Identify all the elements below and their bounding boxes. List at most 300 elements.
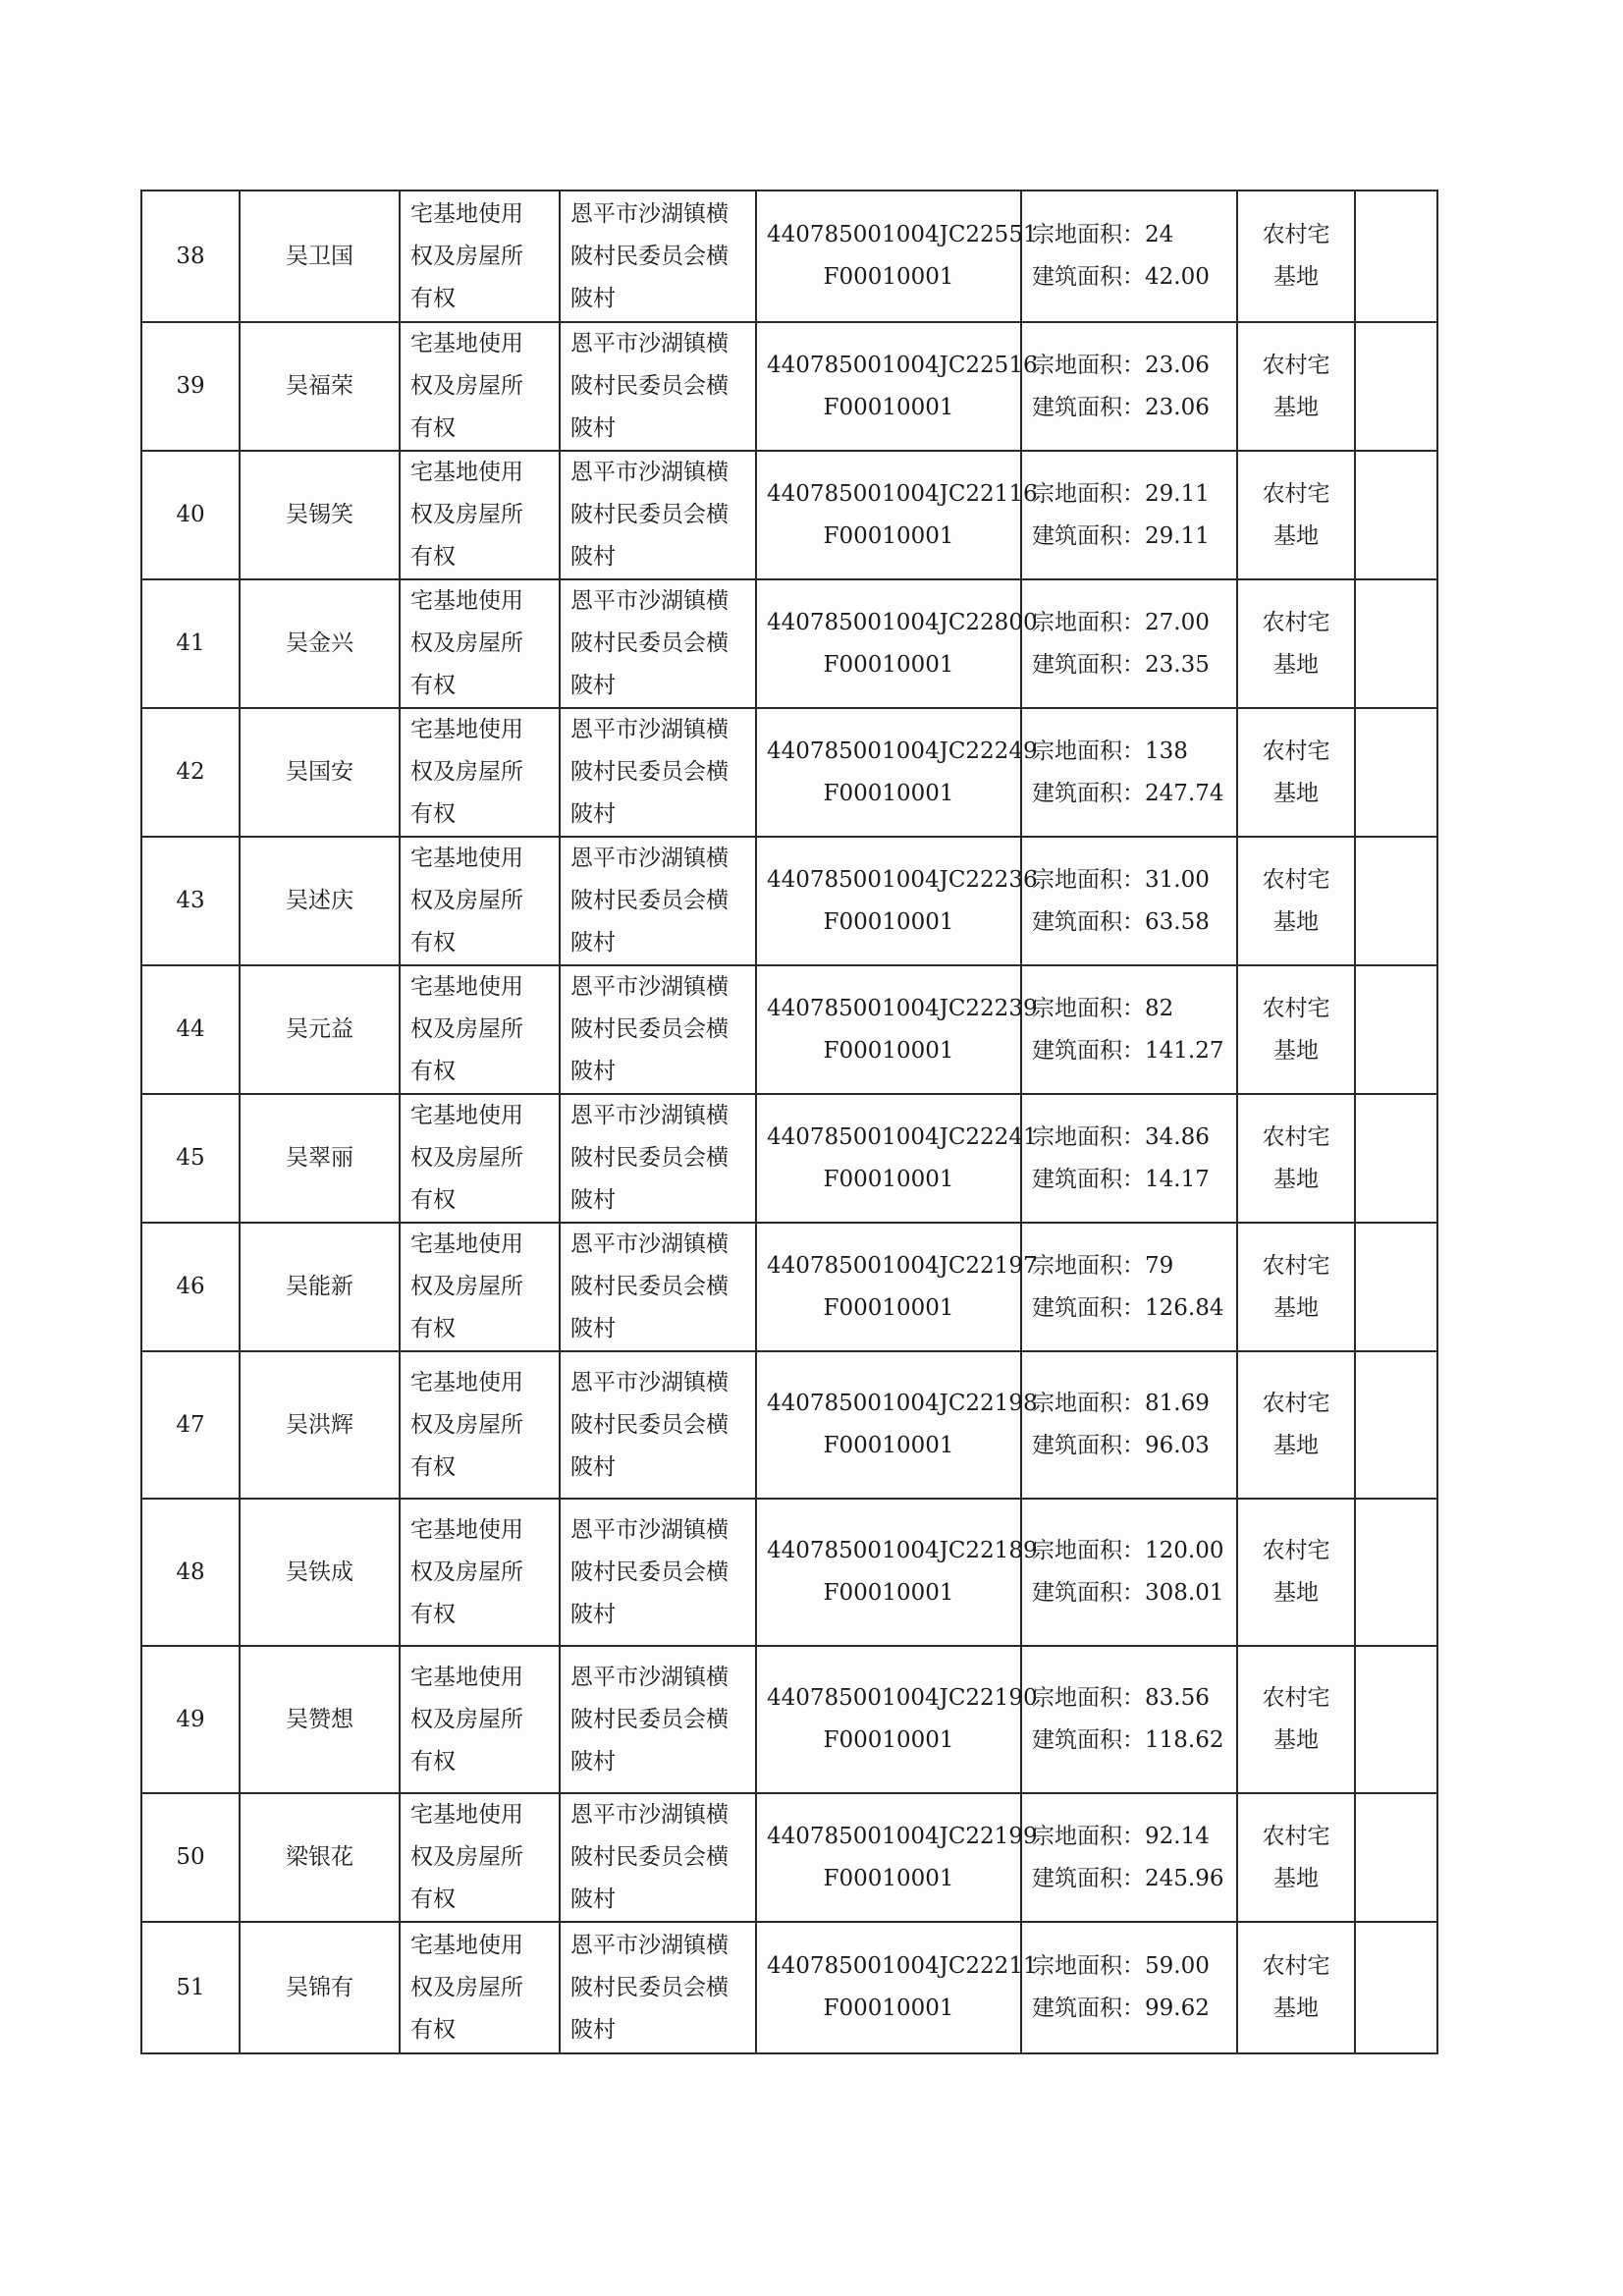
location-line: 陂村民委员会横 [570,1844,729,1870]
location-line: 陂村民委员会横 [570,1706,729,1732]
cell-right-type [400,965,560,1094]
table-row [141,191,1437,322]
area-line: 建筑面积：29.11 [1032,522,1210,549]
right-type-line: 宅基地使用 [410,974,523,1000]
land-use-line: 基地 [1273,264,1319,290]
right-type-line: 有权 [410,1316,456,1341]
land-use-line: 基地 [1273,1037,1319,1064]
table-row [141,1094,1437,1223]
unit-code-line: F00010001 [823,908,954,935]
cell-number [141,322,240,451]
cell-location [560,579,756,708]
cell-number [141,1646,240,1793]
cell-location [560,837,756,965]
cell-land-use [1237,1646,1355,1793]
right-type-line: 有权 [410,285,456,311]
table-row [141,579,1437,708]
unit-code-line: F00010001 [823,264,954,290]
cell-area [1021,1351,1237,1499]
cell-area [1021,708,1237,837]
cell-unit-code [756,837,1038,965]
unit-code-line: F00010001 [823,1166,954,1192]
serial-number: 44 [176,1016,205,1042]
cell-location [560,1922,756,2053]
location-line: 恩平市沙湖镇横 [570,1231,729,1257]
location-line: 恩平市沙湖镇横 [570,200,729,227]
right-type-line: 权及房屋所 [410,373,523,399]
cell-remark [1355,837,1437,965]
right-type-line: 权及房屋所 [410,1558,523,1585]
location-line: 恩平市沙湖镇横 [570,974,729,1000]
area-line: 宗地面积：81.69 [1032,1391,1210,1416]
location-line: 恩平市沙湖镇横 [570,588,729,614]
cell-land-use [1237,322,1355,451]
cell-unit-code [756,579,1038,708]
owner-name: 吴国安 [286,759,353,785]
owner-name: 吴元益 [286,1016,353,1042]
area-line: 宗地面积：82 [1032,995,1174,1021]
owner-name: 吴翠丽 [286,1145,353,1171]
location-line: 恩平市沙湖镇横 [570,1369,729,1395]
land-use-line: 农村宅 [1262,222,1330,247]
cell-number [141,708,240,837]
right-type-line: 有权 [410,1748,456,1775]
unit-code-line: 440785001004JC22516 [767,352,1038,378]
right-type-line: 有权 [410,930,456,956]
area-line: 建筑面积：247.74 [1032,780,1224,806]
right-type-line: 宅基地使用 [410,331,523,356]
location-line: 恩平市沙湖镇横 [570,1516,729,1543]
cell-area [1021,837,1237,965]
cell-location [560,1793,756,1922]
right-type-line: 宅基地使用 [410,1231,523,1257]
right-type-line: 权及房屋所 [410,1274,523,1299]
location-line: 陂村民委员会横 [570,243,729,269]
unit-code-line: F00010001 [823,1294,954,1321]
cell-number [141,191,240,322]
unit-code-line: 440785001004JC22249 [767,738,1038,764]
registry-body [141,191,1437,2053]
cell-name [240,837,400,965]
land-use-line: 农村宅 [1262,352,1330,378]
unit-code-line: F00010001 [823,522,954,549]
owner-name: 梁银花 [286,1844,353,1870]
right-type-line: 有权 [410,1886,456,1912]
right-type-line: 宅基地使用 [410,717,523,742]
location-line: 恩平市沙湖镇横 [570,331,729,356]
location-line: 陂村民委员会横 [570,1016,729,1042]
cell-area [1021,322,1237,451]
cell-remark [1355,322,1437,451]
cell-land-use [1237,965,1355,1094]
right-type-line: 权及房屋所 [410,1974,523,2000]
land-use-line: 农村宅 [1262,1123,1330,1150]
land-use-line: 基地 [1273,908,1319,935]
location-line: 陂村民委员会横 [570,1411,729,1438]
table-row [141,965,1437,1094]
location-line: 陂村 [570,544,616,570]
right-type-line: 有权 [410,801,456,827]
right-type-line: 宅基地使用 [410,846,523,871]
cell-unit-code [756,1793,1038,1922]
location-line: 陂村民委员会横 [570,1974,729,2000]
owner-name: 吴锡笑 [286,502,353,527]
right-type-line: 有权 [410,1059,456,1084]
right-type-line: 宅基地使用 [410,460,523,485]
cell-area [1021,965,1237,1094]
cell-remark [1355,579,1437,708]
cell-location [560,1499,756,1646]
cell-right-type [400,1223,560,1351]
area-line: 宗地面积：120.00 [1032,1538,1224,1563]
right-type-line: 宅基地使用 [410,1516,523,1543]
cell-land-use [1237,837,1355,965]
cell-name [240,1499,400,1646]
unit-code-line: F00010001 [823,1037,954,1064]
serial-number: 41 [176,630,205,656]
land-use-line: 基地 [1273,1166,1319,1192]
right-type-line: 有权 [410,1453,456,1480]
land-use-line: 农村宅 [1262,1823,1330,1849]
cell-right-type [400,451,560,579]
unit-code-line: 440785001004JC22239 [767,995,1038,1021]
cell-number [141,1922,240,2053]
cell-land-use [1237,1351,1355,1499]
land-use-line: 农村宅 [1262,609,1330,635]
cell-area [1021,1922,1237,2053]
cell-remark [1355,1499,1437,1646]
area-line: 建筑面积：14.17 [1032,1166,1210,1192]
cell-right-type [400,579,560,708]
right-type-line: 宅基地使用 [410,588,523,614]
unit-code-line: 440785001004JC22800 [767,609,1038,635]
cell-remark [1355,1094,1437,1223]
cell-location [560,1094,756,1223]
unit-code-line: F00010001 [823,1580,954,1606]
serial-number: 46 [176,1274,205,1299]
cell-remark [1355,191,1437,322]
cell-name [240,708,400,837]
serial-number: 38 [176,243,205,269]
location-line: 恩平市沙湖镇横 [570,1103,729,1128]
unit-code-line: 440785001004JC22551 [767,222,1038,247]
unit-code-line: 440785001004JC22211 [767,1953,1038,1979]
cell-name [240,322,400,451]
cell-area [1021,579,1237,708]
cell-remark [1355,1351,1437,1499]
cell-name [240,1094,400,1223]
right-type-line: 有权 [410,2016,456,2043]
cell-unit-code [756,708,1038,837]
owner-name: 吴卫国 [286,243,353,269]
cell-area [1021,1499,1237,1646]
cell-name [240,1351,400,1499]
cell-unit-code [756,451,1038,579]
right-type-line: 有权 [410,544,456,570]
land-use-line: 基地 [1273,522,1319,549]
unit-code-line: F00010001 [823,651,954,678]
unit-code-line: F00010001 [823,1727,954,1753]
cell-name [240,451,400,579]
cell-unit-code [756,322,1038,451]
cell-land-use [1237,1793,1355,1922]
location-line: 陂村 [570,2016,616,2043]
cell-remark [1355,708,1437,837]
cell-location [560,1351,756,1499]
cell-number [141,1094,240,1223]
cell-name [240,579,400,708]
location-line: 陂村民委员会横 [570,502,729,527]
cell-location [560,708,756,837]
cell-land-use [1237,708,1355,837]
cell-right-type [400,1351,560,1499]
land-use-line: 基地 [1273,651,1319,678]
cell-number [141,965,240,1094]
location-line: 陂村民委员会横 [570,759,729,785]
table-row [141,451,1437,579]
registry-table [140,190,1438,2054]
land-use-line: 农村宅 [1262,480,1330,507]
right-type-line: 宅基地使用 [410,1369,523,1395]
cell-right-type [400,191,560,322]
cell-right-type [400,1646,560,1793]
unit-code-line: 440785001004JC22199 [767,1823,1038,1849]
location-line: 恩平市沙湖镇横 [570,1664,729,1690]
location-line: 陂村 [570,673,616,698]
area-line: 建筑面积：141.27 [1032,1037,1224,1064]
cell-name [240,191,400,322]
right-type-line: 权及房屋所 [410,888,523,913]
right-type-line: 权及房屋所 [410,630,523,656]
serial-number: 49 [176,1706,205,1732]
owner-name: 吴锦有 [286,1974,353,2000]
cell-number [141,1351,240,1499]
cell-location [560,1646,756,1793]
table-row [141,1793,1437,1922]
location-line: 陂村 [570,415,616,441]
location-line: 恩平市沙湖镇横 [570,846,729,871]
cell-remark [1355,1646,1437,1793]
cell-land-use [1237,191,1355,322]
area-line: 宗地面积：34.86 [1032,1123,1210,1150]
right-type-line: 权及房屋所 [410,1844,523,1870]
right-type-line: 权及房屋所 [410,1145,523,1171]
area-line: 建筑面积：63.58 [1032,908,1210,935]
cell-right-type [400,1499,560,1646]
cell-land-use [1237,1922,1355,2053]
unit-code-line: 440785001004JC22190 [767,1685,1038,1711]
location-line: 陂村 [570,1601,616,1627]
cell-land-use [1237,579,1355,708]
table-row [141,1223,1437,1351]
area-line: 建筑面积：118.62 [1032,1727,1224,1753]
area-line: 宗地面积：31.00 [1032,866,1210,893]
land-use-line: 基地 [1273,1865,1319,1891]
owner-name: 吴福荣 [286,373,353,399]
location-line: 陂村 [570,1453,616,1480]
unit-code-line: F00010001 [823,394,954,420]
cell-name [240,1922,400,2053]
area-line: 宗地面积：83.56 [1032,1685,1210,1711]
right-type-line: 权及房屋所 [410,759,523,785]
unit-code-line: F00010001 [823,780,954,806]
cell-number [141,1223,240,1351]
land-use-line: 基地 [1273,1727,1319,1753]
right-type-line: 权及房屋所 [410,243,523,269]
table-row [141,1922,1437,2053]
location-line: 陂村 [570,1059,616,1084]
area-line: 建筑面积：245.96 [1032,1865,1224,1891]
land-use-line: 农村宅 [1262,1685,1330,1711]
cell-location [560,322,756,451]
cell-name [240,965,400,1094]
area-line: 建筑面积：42.00 [1032,264,1210,290]
location-line: 恩平市沙湖镇横 [570,1932,729,1958]
location-line: 陂村 [570,801,616,827]
table-row [141,322,1437,451]
owner-name: 吴金兴 [286,630,353,656]
right-type-line: 有权 [410,1187,456,1213]
location-line: 陂村 [570,1316,616,1341]
right-type-line: 宅基地使用 [410,1802,523,1828]
unit-code-line: 440785001004JC22236 [767,866,1038,893]
cell-right-type [400,1793,560,1922]
cell-area [1021,1646,1237,1793]
land-use-line: 基地 [1273,780,1319,806]
cell-area [1021,1223,1237,1351]
owner-name: 吴铁成 [286,1558,353,1585]
unit-code-line: F00010001 [823,1433,954,1458]
cell-remark [1355,1223,1437,1351]
land-use-line: 农村宅 [1262,866,1330,893]
serial-number: 51 [176,1974,205,2000]
cell-remark [1355,965,1437,1094]
land-use-line: 基地 [1273,1433,1319,1458]
cell-location [560,451,756,579]
location-line: 恩平市沙湖镇横 [570,717,729,742]
cell-location [560,191,756,322]
table-row [141,1646,1437,1793]
right-type-line: 有权 [410,1601,456,1627]
cell-remark [1355,1793,1437,1922]
cell-remark [1355,1922,1437,2053]
land-use-line: 基地 [1273,1294,1319,1321]
owner-name: 吴洪辉 [286,1411,353,1438]
unit-code-line: 440785001004JC22197 [767,1252,1038,1279]
right-type-line: 宅基地使用 [410,1664,523,1690]
serial-number: 40 [176,502,205,527]
unit-code-line: 440785001004JC22116 [767,480,1038,507]
land-use-line: 基地 [1273,1995,1319,2021]
cell-unit-code [756,1922,1038,2053]
area-line: 宗地面积：27.00 [1032,609,1210,635]
unit-code-line: 440785001004JC22189 [767,1538,1038,1563]
right-type-line: 宅基地使用 [410,1103,523,1128]
cell-location [560,965,756,1094]
cell-remark [1355,451,1437,579]
table-row [141,708,1437,837]
area-line: 宗地面积：79 [1032,1252,1174,1279]
cell-right-type [400,1922,560,2053]
cell-location [560,1223,756,1351]
cell-number [141,451,240,579]
cell-number [141,1499,240,1646]
cell-land-use [1237,1499,1355,1646]
land-use-line: 农村宅 [1262,1953,1330,1979]
location-line: 陂村民委员会横 [570,1145,729,1171]
land-use-line: 农村宅 [1262,995,1330,1021]
right-type-line: 权及房屋所 [410,502,523,527]
area-line: 建筑面积：308.01 [1032,1580,1224,1606]
location-line: 陂村 [570,1748,616,1775]
cell-number [141,1793,240,1922]
cell-name [240,1223,400,1351]
area-line: 宗地面积：29.11 [1032,480,1210,507]
cell-name [240,1793,400,1922]
location-line: 恩平市沙湖镇横 [570,460,729,485]
land-use-line: 农村宅 [1262,738,1330,764]
area-line: 宗地面积：23.06 [1032,352,1210,378]
right-type-line: 宅基地使用 [410,1932,523,1958]
serial-number: 43 [176,888,205,913]
right-type-line: 宅基地使用 [410,200,523,227]
cell-area [1021,451,1237,579]
table-row [141,1351,1437,1499]
cell-right-type [400,1094,560,1223]
serial-number: 45 [176,1145,205,1171]
owner-name: 吴述庆 [286,888,353,913]
cell-number [141,837,240,965]
right-type-line: 有权 [410,415,456,441]
area-line: 宗地面积：59.00 [1032,1953,1210,1979]
area-line: 建筑面积：23.06 [1032,394,1210,420]
cell-area [1021,1793,1237,1922]
area-line: 建筑面积：126.84 [1032,1294,1224,1321]
cell-unit-code [756,1351,1038,1499]
table-row [141,1499,1437,1646]
unit-code-line: 440785001004JC22198 [767,1391,1038,1416]
cell-unit-code [756,1646,1038,1793]
cell-unit-code [756,191,1038,322]
area-line: 宗地面积：92.14 [1032,1823,1210,1849]
location-line: 陂村 [570,1886,616,1912]
location-line: 陂村 [570,1187,616,1213]
location-line: 陂村民委员会横 [570,630,729,656]
land-use-line: 农村宅 [1262,1538,1330,1563]
table-row [141,837,1437,965]
location-line: 陂村民委员会横 [570,1558,729,1585]
location-line: 陂村民委员会横 [570,373,729,399]
right-type-line: 有权 [410,673,456,698]
unit-code-line: 440785001004JC22241 [767,1123,1038,1150]
serial-number: 47 [176,1411,205,1438]
location-line: 陂村 [570,930,616,956]
owner-name: 吴能新 [286,1274,353,1299]
area-line: 宗地面积：24 [1032,222,1174,247]
right-type-line: 权及房屋所 [410,1016,523,1042]
serial-number: 39 [176,373,205,399]
cell-unit-code [756,965,1038,1094]
cell-right-type [400,708,560,837]
land-use-line: 基地 [1273,394,1319,420]
serial-number: 42 [176,759,205,785]
cell-unit-code [756,1223,1038,1351]
location-line: 陂村民委员会横 [570,888,729,913]
cell-right-type [400,837,560,965]
area-line: 建筑面积：99.62 [1032,1995,1210,2021]
cell-land-use [1237,1223,1355,1351]
serial-number: 50 [176,1844,205,1870]
